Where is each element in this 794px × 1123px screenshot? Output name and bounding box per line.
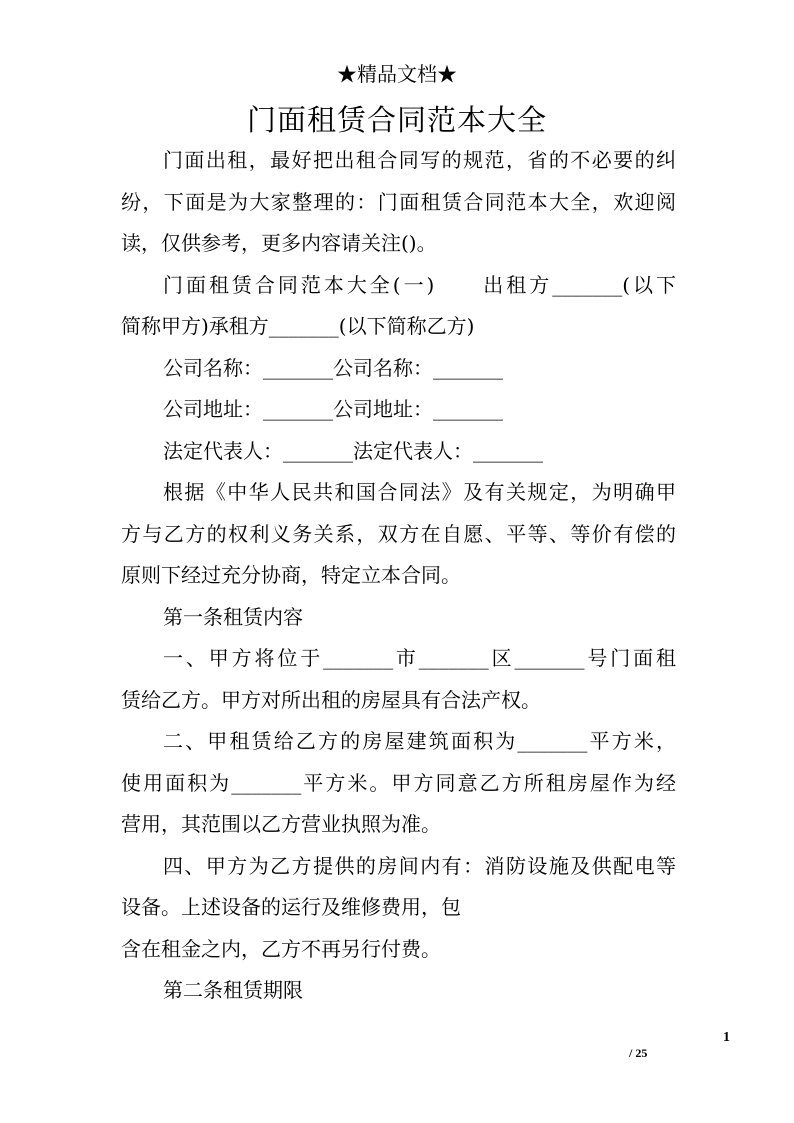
text-line: 含在租金之内，乙方不再另行付费。 <box>121 936 441 961</box>
text-line: 使用面积为_______平方米。甲方同意乙方所租房屋作为经 <box>121 770 676 795</box>
document-title: 门面租赁合同范本大全 <box>246 103 547 137</box>
text-line: 营用，其范围以乙方营业执照为准。 <box>121 812 441 836</box>
text-line: 读，仅供参考，更多内容请关注()。 <box>121 231 437 255</box>
text-line: 根据《中华人民共和国合同法》及有关规定，为明确甲 <box>163 480 676 504</box>
section-heading: 第一条租赁内容 <box>163 604 303 629</box>
text-line: 法定代表人：_______法定代表人：_______ <box>163 438 543 463</box>
document-banner: ★精品文档★ <box>337 62 457 86</box>
text-line: 门面出租，最好把出租合同写的规范，省的不必要的纠 <box>163 148 676 172</box>
section-heading: 第二条租赁期限 <box>163 978 303 1002</box>
document-body <box>121 140 676 1012</box>
text-line: 方与乙方的权利义务关系，双方在自愿、平等、等价有偿的 <box>121 521 676 546</box>
text-line: 一、甲方将位于_______市_______区_______号门面租 <box>163 646 676 670</box>
text-line: 公司地址：_______公司地址：_______ <box>163 397 503 421</box>
text-line: 二、甲租赁给乙方的房屋建筑面积为_______平方米， <box>163 729 676 753</box>
page-total: / 25 <box>629 1046 648 1060</box>
text-line: 原则下经过充分协商，特定立本合同。 <box>121 563 461 587</box>
text-line: 赁给乙方。甲方对所出租的房屋具有合法产权。 <box>121 687 541 712</box>
page-number: 1 <box>723 1030 730 1045</box>
text-line: 四、甲方为乙方提供的房间内有：消防设施及供配电等 <box>163 853 676 878</box>
text-line: 设备。上述设备的运行及维修费用，包 <box>121 895 461 919</box>
text-line: 纷，下面是为大家整理的：门面租赁合同范本大全，欢迎阅 <box>121 189 676 214</box>
text-line: 门面租赁合同范本大全(一) 出租方_______(以下 <box>163 272 676 297</box>
text-line: 简称甲方)承租方_______(以下简称乙方) <box>121 314 475 338</box>
text-line: 公司名称：_______公司名称：_______ <box>163 355 503 380</box>
